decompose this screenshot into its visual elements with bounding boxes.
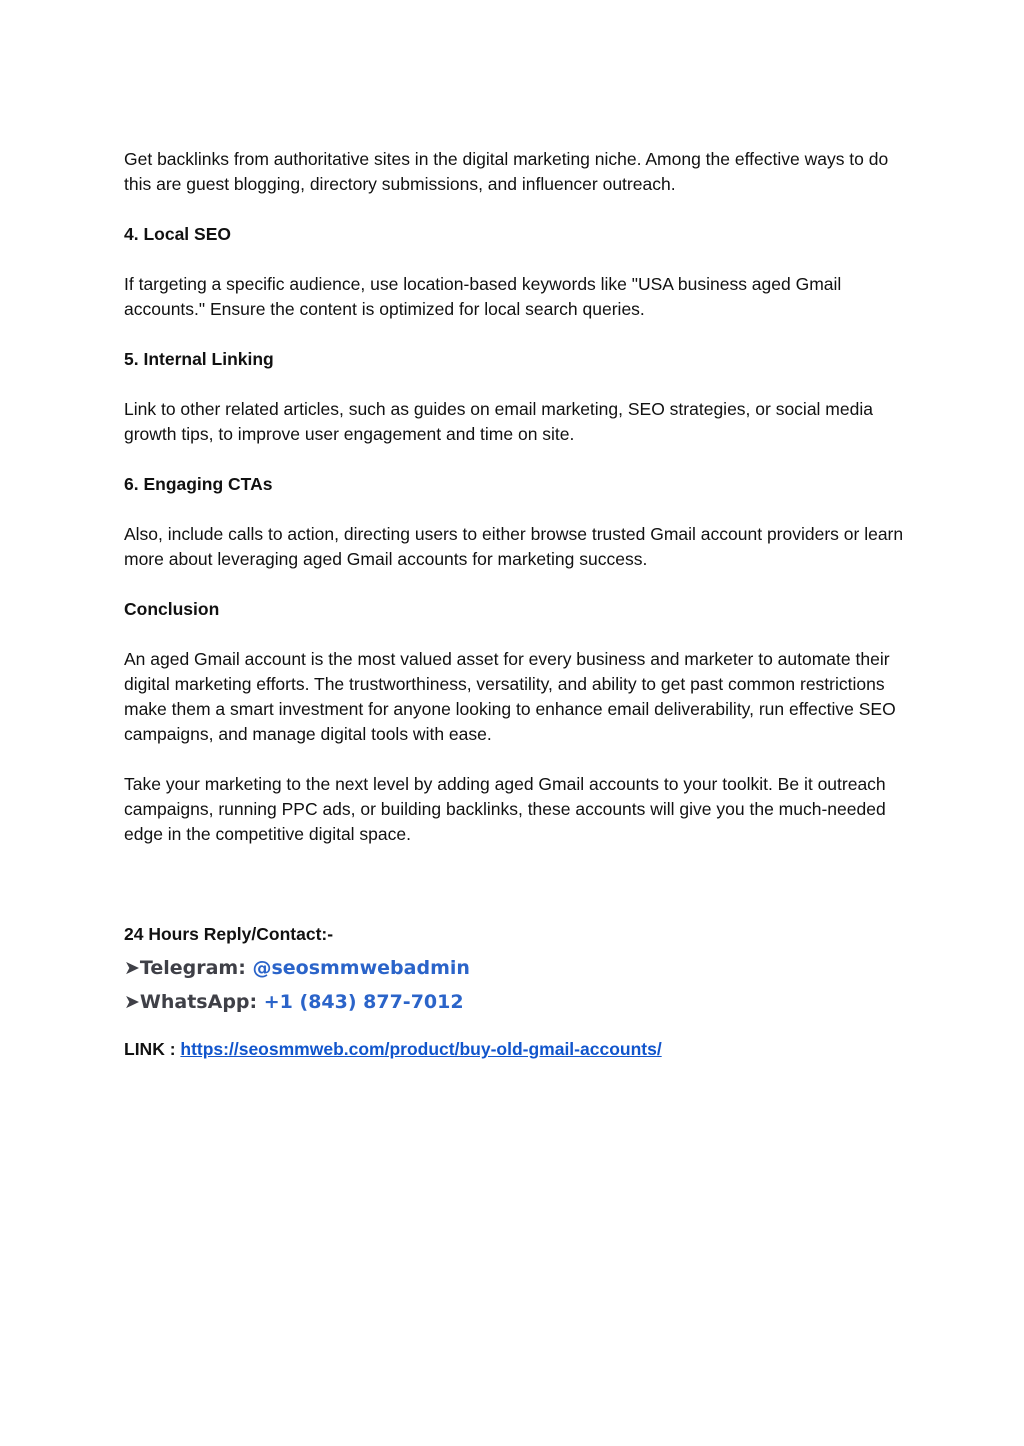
telegram-label: Telegram: xyxy=(139,957,253,979)
internal-linking-paragraph: Link to other related articles, such as guides on email marketing, SEO strategies, or social media growth tips, to improve user engagement and time on site. xyxy=(124,399,873,444)
whatsapp-label: WhatsApp: xyxy=(139,991,264,1013)
conclusion-paragraph-1: An aged Gmail account is the most valued asset for every business and marketer to automate their digital marketing efforts. The trustworthiness, versatility, and ability to get past common restrictions make them a smart investment for anyone looking to enhance email deliverability, run effective SEO campaigns, and manage digital tools with ease. xyxy=(124,649,896,744)
product-link-line xyxy=(124,1037,914,1062)
conclusion-paragraph-2: Take your marketing to the next level by adding aged Gmail accounts to your toolkit. Be it outreach campaigns, running PPC ads, or building backlinks, these accounts will give you the much-needed edge in the competitive digital space. xyxy=(124,774,886,844)
engaging-ctas-heading: 6. Engaging CTAs xyxy=(124,474,273,494)
arrow-icon: ➤ xyxy=(124,957,140,979)
telegram-line xyxy=(124,951,914,985)
product-link[interactable]: https://seosmmweb.com/product/buy-old-gmail-accounts/ xyxy=(180,1039,662,1059)
arrow-icon: ➤ xyxy=(124,991,140,1013)
conclusion-heading: Conclusion xyxy=(124,599,220,619)
local-seo-heading: 4. Local SEO xyxy=(124,224,231,244)
document-page xyxy=(124,147,914,1062)
backlinks-paragraph: Get backlinks from authoritative sites in the digital marketing niche. Among the effective ways to do this are guest blogging, directory submissions, and influencer outreach. xyxy=(124,149,889,194)
whatsapp-line xyxy=(124,985,914,1019)
engaging-ctas-paragraph: Also, include calls to action, directing users to either browse trusted Gmail account providers or learn more about leveraging aged Gmail accounts for marketing success. xyxy=(124,524,904,569)
whatsapp-number[interactable]: +1 (843) 877-7012 xyxy=(263,991,464,1013)
telegram-handle[interactable]: @seosmmwebadmin xyxy=(252,957,470,979)
contact-title: 24 Hours Reply/Contact:- xyxy=(124,924,334,944)
link-label: LINK : xyxy=(124,1039,181,1059)
local-seo-paragraph: If targeting a specific audience, use location-based keywords like "USA business aged Gmail accounts." Ensure the content is optimized for local search queries. xyxy=(124,274,842,319)
internal-linking-heading: 5. Internal Linking xyxy=(124,349,274,369)
